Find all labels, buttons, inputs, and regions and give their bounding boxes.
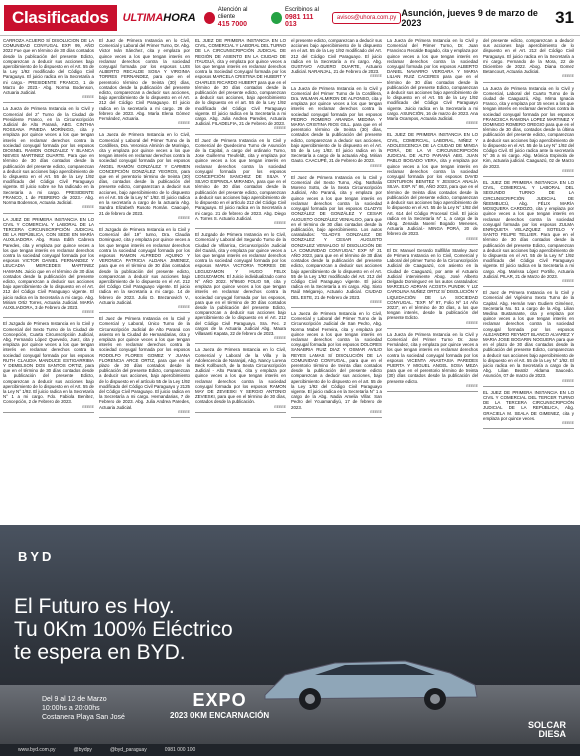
legal-notice	[483, 390, 574, 429]
headline-line: Tu 0Km 100% Eléctrico	[14, 618, 233, 641]
headline-line: El Futuro es Hoy.	[14, 595, 175, 618]
notice-text: El Juez de Primera Instancia en lo Civil y Comercial de Quedecimo Turno de Asunción de la Capital, a cargo del ordinario Turno, Jose Guillermo Treufeldt, cita y emplaza por quince veces a los que tengan interés en reclamar derechos contra la sociedad conyugal formada por los esposos CONCEPCIÓN SANCHEZ DE SILVA Y SILVIO ESPINOLA MIRANDA, para que en el término de 30 días contados desde la publicación del presente edicto, comparezcan a deducir sus acciones bajo apercibimiento de lo dispuesto en el artículo 212 del Código Civil Paraguayo. El juicio radica en la Secretaría a mi cargo. 21 de febrero de 2023. Abg. Diego A. Torres S. Actuario Judicial.	[195, 137, 286, 221]
dealer-logo	[528, 721, 566, 739]
notice-code: EEEEE	[562, 168, 574, 173]
footer-social: @bydpy	[73, 747, 92, 753]
notice-text: El Juez de Primera Instancia en lo Civil, Comercial y Laboral del Primer Turno, Dr. Abg. Victor Iván Sánchez, cita y emplaza por quince veces a los que tengan interés en reclamar derechos contra la sociedad conyugal formada por los esposos LUIS ALBERTO RECALDE SOSA Y VIRGINIA TORRES FERNANDEZ, para que en el perentorio término de treinta (30) días, contados desde la publicación del presente edicto, comparezcan a deducir sus acciones, bajo apercibimiento de lo dispuesto en el Art. 212 del Código Civil Paraguayo. El juicio radica en la secretaría a mi cargo. 26 de febrero de 2023. Abg. María Elena Gómez Fernández, Actuaria.	[99, 38, 190, 122]
footer-web: www.byd.com.py	[18, 747, 56, 753]
legal-notice	[291, 175, 382, 308]
footer-social: @byd_paraguay	[109, 747, 147, 753]
legal-notice	[483, 290, 574, 387]
legal-notice	[3, 217, 94, 319]
contact-label: Escribinos al	[284, 7, 319, 13]
notice-text: La Jueza de Primera Instancia en lo Civil, Comercial y Laboral del Primer Turno de la Cordillera, Dra. Veronica Almirón de Morinigo, cita y emplaza por quince veces a los que tengan interés en reclamar derechos contra la sociedad conyugal formada por los esposos ÁNGEL RAMÓN GONZÁLEZ Y CARMEN CONCEPCIÓN GONZÁLEZ YEGROS, para que en el perentorio término de treinta (30) días, contados desde la publicación del presente edicto, comparezcan a deducir sus acciones, bajo apercibimiento de lo dispuesto en el Art. 55 de la Ley N° 1/92. El juicio radica en la secretaría a cargo de la actuaria Abg. Sandra Elizabeth Rusoto Román. Caacupé, 21 de febrero de 2023.	[99, 132, 190, 216]
headline-line: te espera en BYD.	[14, 641, 186, 664]
notice-code: EEEEE	[466, 236, 478, 241]
notice-code: EEEEE	[370, 299, 382, 304]
contact-value: 0981 111 013	[284, 14, 314, 28]
contact-label: Atención al cliente	[217, 7, 248, 20]
section-title: Clasificados	[4, 5, 117, 31]
event-place: Costanera Playa San José	[42, 714, 125, 721]
legal-notice	[3, 106, 94, 213]
event-dates: Del 9 al 12 de Marzo	[42, 696, 107, 703]
notice-code: EEEEE	[274, 126, 286, 131]
legal-notice	[3, 321, 94, 412]
legal-notice	[195, 347, 286, 412]
contact-whatsapp	[271, 7, 324, 28]
notice-code: EEEEE	[370, 74, 382, 79]
notice-code: EEEEE	[274, 220, 286, 225]
notice-text: El Juez de Primera Instancia en lo Civil y Comercial y Laboral, Único Turno de la Circunscripción Judicial de Alto Paraná con asiento en la Ciudad de Hernandarias, cita y emplaza por quince veces a los que tengan interés en reclamar derechos contra la sociedad conyugal formada por los esposos RODOLFO FLORES GOMEZ Y JUANA FLORENCIA ARCE ORTIZ, para que en el plazo de 30 días contados desde la publicación del presente Edicto, comparezcan a deducir sus acciones, bajo apercibimiento de lo dispuesto en el artículo 55 de la Ley 1/92 modificado del Código Civil Paraguayo y 2125 del Código Civil Paraguayo. El juicio radica en la Secretaría a mi cargo. Hernandarias, 7 de Febrero de 2023. Abg. Julia Andrea Paredes, Actuaria Judicial.	[99, 316, 190, 410]
notice-code: EEEEE	[178, 409, 190, 414]
notice-text: La Jueza de Primera Instancia en lo Civil, Comercial y Laboral del Primer Turno de la Circunscripción Judicial de San Pedro, Abg. Norma Mabel Ferreira, cita y emplaza por quince veces a los que tengan interés en reclamar derechos contra la sociedad conyugal formada por los esposos DOLORES SANABRIA RUIZ DIAZ Y OSMAR AVILIO REYES LAMAS S/ DISOLUCIÓN DE LA COMUNIDAD CONYUGAL, para que en el perentorio término de treinta días contados desde la publicación del presente edicto comparezcan a deducir sus acciones, bajo apercibimiento de lo dispuesto en el art. 55 de la Ley 1/92 del Código Civil Paraguayo vigente. El juicio radica en la Secretaría N° 1 a cargo de la Abg. Nadia Amelia Villar. San Pedro del Ycuamandiyú, 17 de febrero de 2023.	[291, 310, 382, 410]
notice-code: EEEEE	[466, 383, 478, 388]
notice-code: EEEEE	[178, 121, 190, 126]
contact-phone	[204, 7, 263, 28]
column-3	[195, 38, 286, 524]
column-2	[99, 38, 190, 524]
expo-sub: 2023 0KM ENCARNACIÓN	[170, 711, 270, 720]
legal-notice	[387, 38, 478, 129]
legal-notice	[99, 227, 190, 313]
notice-code: EEEEE	[274, 336, 286, 341]
expo-logo	[170, 690, 269, 720]
contact-value: 415 7000	[217, 21, 247, 28]
notice-code: EEEEE	[562, 378, 574, 383]
advertisement	[0, 525, 580, 756]
classifieds-columns	[3, 38, 577, 524]
page-number: 31	[555, 7, 574, 27]
legal-notice	[291, 311, 382, 418]
notice-code: EEEEE	[82, 404, 94, 409]
notice-text: La Jueza de Primera Instancia en lo Civil y Comercial del Primer Turno, Dr. Juan Francisco Recalde Bogado, cita y emplaza por quince veces a los que tengan interés en reclamar derechos contra la sociedad conyugal formada por los esposos ALBERTO DANIEL NAVARRO VERGARA Y MARIA LILIAN RUIZ CACERES para que en el término de 30 días contados desde la publicación del presente Edicto, comparezcan a deducir sus acciones bajo apercibimiento de lo dispuesto en el Art. 55 de la Ley 1/92 modificado del Código Civil Paraguayo vigente. Juicio radica en la Secretaría a mi cargo. ASUNCIÓN, 16 de marzo de 2023. Ana María Ocampos, Actuaria Judicial.	[387, 38, 478, 122]
logo-part-b: HORA	[163, 11, 196, 24]
event-hours: 10:00hs a 20:00hs	[42, 705, 100, 712]
legal-notice	[99, 38, 190, 129]
dateline: Asunción, jueves 9 de marzo de 2023	[401, 7, 538, 28]
ad-footer	[0, 744, 580, 756]
footer-phone: 0981 000 100	[164, 747, 196, 753]
notice-text: LA JUEZ DE PRIMERA INSTANCIA EN LO CIVIL Y COMERCIAL Y LABORAL DE LA TERCERA CIRCUNSCRIPCIÓN JUDICIAL DE LA REPÚBLICA, CON SEDE EN MARÍA AUXILIADORA Abg. Rosa Edith Cabrera Paredes, cita y emplaza por quince veces a los que tengan interés en reclamar derechos contra la sociedad conyugal formada por los esposos VICTOR DANIEL FERNANDEZ Y LEUCADIA MERCEDES MARTINEZ HAMANN. Juicio que en el término de 30 días contados desde la publicación del presente edicto, comparezcan a deducir sus acciones bajo apercibimiento de lo dispuesto en el Art. 212 del Código Civil Paraguayo vigente. El juicio radica en la Secretaría a mi cargo. Abg. Miriam Ortiz Torres, Actuaria Judicial. MARÍA AUXILIADORA, 3 de Febrero de 2023.	[3, 216, 94, 310]
notice-text: El Juzgado de Primera Instancia en lo Civil y Comercial del Sexto Turno de la Ciudad de Concepción, Cuarta Circunscripción Judicial, Abg. Fernando López Quevedo, Juez, cita y emplaza por quince veces a los que tengan interés en reclamar derechos contra la sociedad conyugal formada por los esposos RUTH CLAUDIA MANDUCE ESTIGARRIBIA Y DEMELSON DOS SANTOS ORTIZ, para que en el término de 30 días contados desde la publicación del presente Edicto, comparezcan a deducir sus acciones bajo apercibimiento de lo dispuesto en el Art. 55 de la Ley N° 1/92. El juicio radica en la Secretaría N° 1 a mi cargo. Fdo. Fabiola Benítez, Concepción, 2 de Febrero de 2023.	[3, 321, 94, 405]
notice-code: EEEEE	[562, 74, 574, 79]
phone-icon	[204, 12, 215, 24]
notice-text: La Jueza de Primera Instancia en lo Civil y Comercial, Laboral del Cuarto Turno de la ciudad de Caaguazú, Abg. Mirna Ignacia Franco, cita y emplaza por 15 veces a los que tengan interés en reclamar derechos contra la sociedad conyugal formada por los esposos FRANCISCA RAMONA LOPEZ MARTINEZ Y DOMINGO ROMERO OREGIO para que en el término de 30 días, contados desde la última publicación del presente edicto, comparezcan a deducir sus acciones bajo apercibimiento de lo dispuesto en el Art. 55 de la Ley N° 1/92 del Código Civil. El juicio radica ante la secretaría N° 36 a mi cargo. Abg. Mónica Espinola de Kim, actuaria judicial. Caaguazú, 02 de Marzo de 2023.	[483, 85, 574, 169]
legal-notice	[387, 248, 478, 329]
whatsapp-icon	[271, 12, 282, 24]
notice-code: EEEEE	[370, 409, 382, 414]
notice-code: EEEEE	[466, 320, 478, 325]
notice-text: La Jueza de Primera Instancia en lo Civil, Comercial y Laboral de la Villa y la Adolescencia de Naranjal, Abg. Nancy Lorena Beck Kollbusch, de la Sexta Circunscripción Judicial - Alto Paraná, cita y emplaza por quince veces a los que tengan interés en reclamar derechos contra la sociedad conyugal formada por los esposos RAMON MAY DE ZEVIESKI Y SERGIO ANTONIO ZEVIESKI, para que en el término de 30 días, contados desde la publicación.	[195, 347, 286, 405]
notice-text: La Jueza de Primera Instancia en lo Civil y Comercial del Primer Turno Dr. Jose Fernández, cita y emplaza por quince veces a los que tengan interés en reclamar derechos contra la sociedad conyugal formada por los esposos VICENTA ANASTASIA PAREDES PUERTA Y MIGUEL ANGEL SOSA MEZA para que en el perentorio término de treinta (30) días contados desde la publicación del presente edicto.	[387, 331, 478, 384]
notice-code: EEEEE	[82, 205, 94, 210]
notice-text: La Jueza de Primera Instancia en lo Civil y Comercial del Primer Turno de la Cordillera, Dra. WILMAN ALMIRON DE ALFONSO, cita y emplaza por quince veces a los que tengan interés en reclamar derechos contra la sociedad conyugal formada por los esposos PEDRO ROMERO ARANDA MEDINA Y MARIA CRISTINA RIOS GILL. para que en el perentorio término de treinta (30) días, contados desde la publicación del presente edicto, comparezcan a deducir sus acciones, bajo apercibimiento de lo dispuesto en el Art. 55 de la Ley 1/92. El juicio radica en la Secretaría a cargo de la actuaria Abg. Mirian Gauto. CAACUPÉ, 21 de Febrero de 2023.	[291, 85, 382, 164]
dealer-group: DIESA	[538, 729, 566, 739]
notice-text: del presente edicto, comparezcan a deducir sus acciones bajo apercibimiento de lo dispuesto en el Art. 212 del Código Civil Paraguayo. El juicio radica en la Secretaría a mi cargo. Fernando de la Mora, 22 de Diciembre de 2022. Abog. Diana Gomez Betancourt, Actuaria Judicial.	[483, 38, 574, 75]
notice-text: CARROZA ACUERO S/ DISOLUCION DE LA COMUNIDAD CONYUGAL EXP. 99, AÑO 2022 Fue que en término de 30 días contados desde la publicación del presente Edicto, comparezcan a deducir sus acciones bajo apercibimiento de lo dispuesto en el Art. 55 de la Ley 1/92 modificado del Código Civil Paraguayo. El juicio radica en la Secretaría a mi cargo.- PRESIDENTE FRANCO, 1 de Marzo de 2023.- Abg. Norma Bodenson, Actuaria Judicial.	[3, 38, 94, 96]
column-4	[291, 38, 382, 524]
notice-code: EEEEE	[562, 278, 574, 283]
column-6	[483, 38, 574, 524]
page-header	[0, 0, 580, 36]
notice-code: EEEEE	[82, 95, 94, 100]
legal-notice	[483, 180, 574, 287]
notice-text: EL JUEZ DE PRIMERA INSTANCIA EN LO CIVIL, COMERCIAL, LABORAL, NIÑEZ Y ADOLESCENCIA DE LA CIUDAD DE MINGA PORÁ, DE LA VI CIRCUNSCRIPCIÓN JUDICIAL DE ALTO PARANÁ ABG. JUAN PABLO BOGADO VERA, cita y emplaza por quince veces a los que tengan interés en reclamar derechos contra la sociedad conyugal formada por los esposos DAVID CENTURION BENITEZ Y JESSICA ANALÍA SILVA. EXP. N° 86, AÑO 2023, para que en el término de treinta días contados desde la publicación del presente edicto, comparezcan a deducir sus acciones bajo apercibimiento de lo dispuesto en el Art. 55 de la Ley N° 1/92 del Art. 614 del Código Procesal Civil. El juicio radica en la Secretaría N° 1, a cargo de la Abog. Zenaida Noemí Bogado Meneses, Actuaria Judicial.- MINGA PORÁ, 20 de febrero de 2023.	[387, 132, 478, 237]
dealer-name: SOLCAR	[528, 720, 566, 730]
byd-logo: BYD	[18, 549, 55, 564]
legal-notice	[3, 38, 94, 103]
column-1	[3, 38, 94, 524]
notice-code: EEEEE	[562, 421, 574, 426]
notice-text: EL JUEZ DE PRIMERA INSTANCIA EN LO CIVIL, COMERCIAL Y LABORAL DEL SEGUNDO TURNO DE LA CIRCUNSCRIPCIÓN JUDICIAL DE ÑEEMBUCÚ, Abg. FÉLIX MARÍA MOSQUERA CARDOZO, cita y emplaza por quince veces a los que tengan interés en reclamar derechos contra la sociedad conyugal formada por los esposos ZULMA ENRIQUETA VELAZQUEZ SOTELO Y SANTO FELIPE TELLIER. Para que en el término de 30 días contados desde la publicación del presente Edicto, comparezcan a deducir sus acciones bajo apercibimiento de lo dispuesto en el Art. 55 de la Ley N° 1/92 modificado del Código Civil Paraguayo vigente. El juicio radica en la Secretaría a mi cargo. Abg. Marissa López Portillo, Actuaria Judicial. PILAR, 21 de Marzo de 2023.	[483, 180, 574, 279]
notice-text: EL JUEZ DE PRIMERA INSTANCIA EN LO CIVIL, COMERCIAL Y LABORAL DEL TURNO DE LA CIRCUNSCRIPCIÓN JUDICIAL DE REGIÓN DE ASIENTO EN LA CIUDAD DE ITAUGUÁ, cita y emplaza por quince veces a los que tengan interés en reclamar derechos contra la Sociedad Conyugal formada por los esposos MARCELA CRISTINA DE HUBERT Y CHARLES RICARDO HUBERT para que en el término de 30 días contados desde la publicación del presente edicto, comparezcan a deducir sus acciones, bajo apercibimiento de lo dispuesto en el art. 55 de la Ley 1/92 modificado del Código Civil Paraguayo vigente. El juicio radica en la Secretaría a mi cargo. Abg. Julia Andrea Paredes, Actuaria Judicial. FILADELFIA, 21 de Febrero de 2023.	[195, 38, 286, 127]
ad-headline	[14, 595, 233, 664]
notice-text: EL JUEZ DE PRIMERA INSTANCIA EN LO CIVIL Y COMERCIAL DEL TERCER TURNO DE LA TERCERA CIRCUNSCRIPCIÓN JUDICIAL DE LA REPÚBLICA, Abg. GRACIELA M. SEALA DE GIMENEZ, cita y emplaza por quince veces.	[483, 389, 574, 421]
notice-text: El Dr. Manuel Gerardo Sulfillán Stanley Juez de Primera Instancia en lo Civil, Comercial y Laboral del primer Turno de la Circunscripción Judicial de Caaguazú, con asiento en la Ciudad de Caaguazú, por ante el Actuario Judicial interviniente Abog. José Alberto Delgado Dominguez en los autos caratulados: MARCELO ADRIAN ACOSTA PUNDIK Y LIZ CAROLINA NUÑEZ ORTIZ S/ DISOLUCIÓN Y LIQUIDACIÓN DE LA SOCIEDAD CONYUGAL. "EXP. Nº 97, Folio Nº 14 Año 2023", en el término de 30 días, a los que tengan interés, desde la publicación del presente Edicto.	[387, 247, 478, 321]
legal-notice	[387, 332, 478, 392]
legal-notice	[291, 86, 382, 172]
legal-notice	[483, 38, 574, 83]
expo-name: EXPO	[192, 690, 247, 710]
legal-notice	[483, 86, 574, 177]
legal-notice	[195, 138, 286, 229]
car-image	[255, 645, 485, 715]
logo-part-a: ULTIMA	[122, 11, 164, 24]
legal-notice	[387, 132, 478, 244]
notice-code: EEEEE	[370, 163, 382, 168]
newspaper-logo	[123, 12, 196, 24]
notice-code: EEEEE	[178, 215, 190, 220]
column-5	[387, 38, 478, 524]
notice-code: EEEEE	[466, 121, 478, 126]
email-box: avisos@uhora.com.py	[332, 12, 401, 24]
notice-text: El Juzgado de Primera Instancia en lo Civil, Comercial y Laboral del Segundo Turno de la Ciudad de Villarrica, Circunscripción Judicial del Guairá, cita y emplaza por quince veces a los que tengan interés en reclamar derechos contra la sociedad conyugal formada por los esposos MARIA VICTORIA TORRES DE LEGUIZAMON Y HUGO FELIX LEGUIZAMON. El Juicio individualizado como N° AÑO 2022. Nº8640 FOLIO 59, cita y emplaza por quince veces a los que tengan interés en reclamar derechos contra la sociedad conyugal formada por los esposos, para que en el término de 30 días contados desde la publicación del presente Edicto, comparezcan a deducir sus acciones bajo apercibimiento de lo dispuesto en el Art. 212 del Código Civil Paraguayo. Sra. Fec. 2 cargos de la Actuaria Judicial Abg. Maura Villasanti Kapata, 22 de febrero de 2023.	[195, 232, 286, 336]
legal-notice	[195, 38, 286, 135]
notice-text: El Juez de Primera Instancia en lo Civil y Comercial del Sexto Turno, Abg. Nathalia Moreno Sotto, de la Sexta Circunscripción Judicial, Alto Paraná, cita y emplaza por quince veces a los que tengan interés en reclamar derechos contra la sociedad conyugal formada por los esposos GLADYS GONZÁLEZ DE GONZÁLEZ Y CESAR AUGUSTO GONZÁLEZ VENIALGO, para que en el término de 30 días contados desde la publicación, bajo apercibimiento. Los autos caratulados: "GLADYS GONZALEZ DE GONZALEZ Y CESAR AUGUSTO GONZALEZ VENIALGO S/ DISOLUCIÓN DE LA COMUNIDAD CONYUGAL" EXP Nº 21 AÑO 2023, para que en el término de 30 días contados desde la publicación del presente edicto, comparezcan a deducir sus acciones bajo apercibimiento de lo dispuesto en el Art. 55 de la Ley 1/92 modificado del Art. 212 del Código Civil Paraguayo vigente. El juicio radica en la Secretaría a mi cargo. Abg. Sixto Raúl Melgarejo, Actuario Judicial. CIUDAD DEL ESTE, 21 de Febrero de 2023.	[291, 174, 382, 300]
notice-text: El Juzgado de Primera Instancia en lo Civil y Comercial del 19° turno, Dra. Claudia Dominguez, cita y emplaza por quince veces a los que tengan interés en reclamar derechos contra la sociedad conyugal formada por los esposos RAMON ALFREDO AQUINO Y VERONICA PATRICIA ALDANA JIMENEZ, para que en el término de 30 días contados desde la publicación del presente edicto, comparezcan a deducir sus acciones bajo apercibimiento de lo dispuesto en el Art. 212 del Código Civil Paraguayo vigente. El juicio radica en la secretaría a mi cargo. 14 de febrero de 2023. Julio D. Brezanovich V., Actuario Judicial.	[99, 226, 190, 305]
event-info	[42, 695, 125, 722]
notice-text: El Juez de Primera Instancia en lo Civil y Comercial del Vigésimo Sexto Turno de la Capital. Abg. Hernán Ivan Gudiem Giménez, Secretaría No. 51 a cargo de la Abg. Lilian Medina Bustamante, cita y emplaza por quince veces a los que tengan interés en reclamar derechos contra la sociedad conyugal formada por los esposos ALEJANDRO REYMOT BLANCO ALVAREZ Y MARIA JOSE BOGARIN NOGUERA para que en el plazo de 30 días contados desde la publicación del presente Edicto, comparezcan a deducir sus acciones bajo apercibimiento de lo dispuesto en el Art. 55 de la Ley N° 1/92. El juicio radica en la Secretaría a cargo de la Abg. Lilian Beatriz Aldama Saucedo. Asunción, 07 de marzo de 2023.	[483, 290, 574, 379]
legal-notice	[99, 132, 190, 223]
legal-notice	[99, 316, 190, 418]
notice-text: La Jueza de Primera Instancia en lo Civil y Comercial del 2° Turno de la Ciudad de Presidente Franco, en la Circunscripción Judicial de Alto Paraná, ABG. CINTHIA ROSSANA PINEDA MORÍNIGO, cita y emplaza por quince veces a los que tengan interés en reclamar derechos contra la sociedad conyugal formada por los esposos DIOSNEL RAMON GONZALEZ Y BLANCA NIEVES MARTINEZ DUARTE. Para que en término de 30 días contados desde la publicación del presente edicto, comparezcan a deducir sus acciones bajo apercibimiento de lo dispuesto en el Art. 55 de la Ley 1/92 modificado del Código Civil Paraguayo vigente. El juicio sobre se ha radicado en la Secretaría a mi cargo. PRESIDENTE FRANCO, 1 de FEBRERO de 2023.- Abg. Norma Bodenson, Actuaria Judicial.	[3, 106, 94, 206]
notice-code: EEEEE	[178, 304, 190, 309]
notice-text: el presente edicto, comparezcan a deducir sus acciones bajo apercibimiento de lo dispuesto en el art. 55 de la Ley 1/92 modificado del Art. 212 del Código Civil Paraguayo. El juicio radica en la Secretaría a mi cargo. Abg. GUSTAVO AGUERO DUARTE, Actuario Judicial. NARANJAL, 21 de Febrero de 2023.	[291, 38, 382, 75]
notice-code: EEEEE	[82, 310, 94, 315]
legal-notice	[195, 232, 286, 344]
notice-code: EEEEE	[274, 404, 286, 409]
legal-notice	[291, 38, 382, 83]
